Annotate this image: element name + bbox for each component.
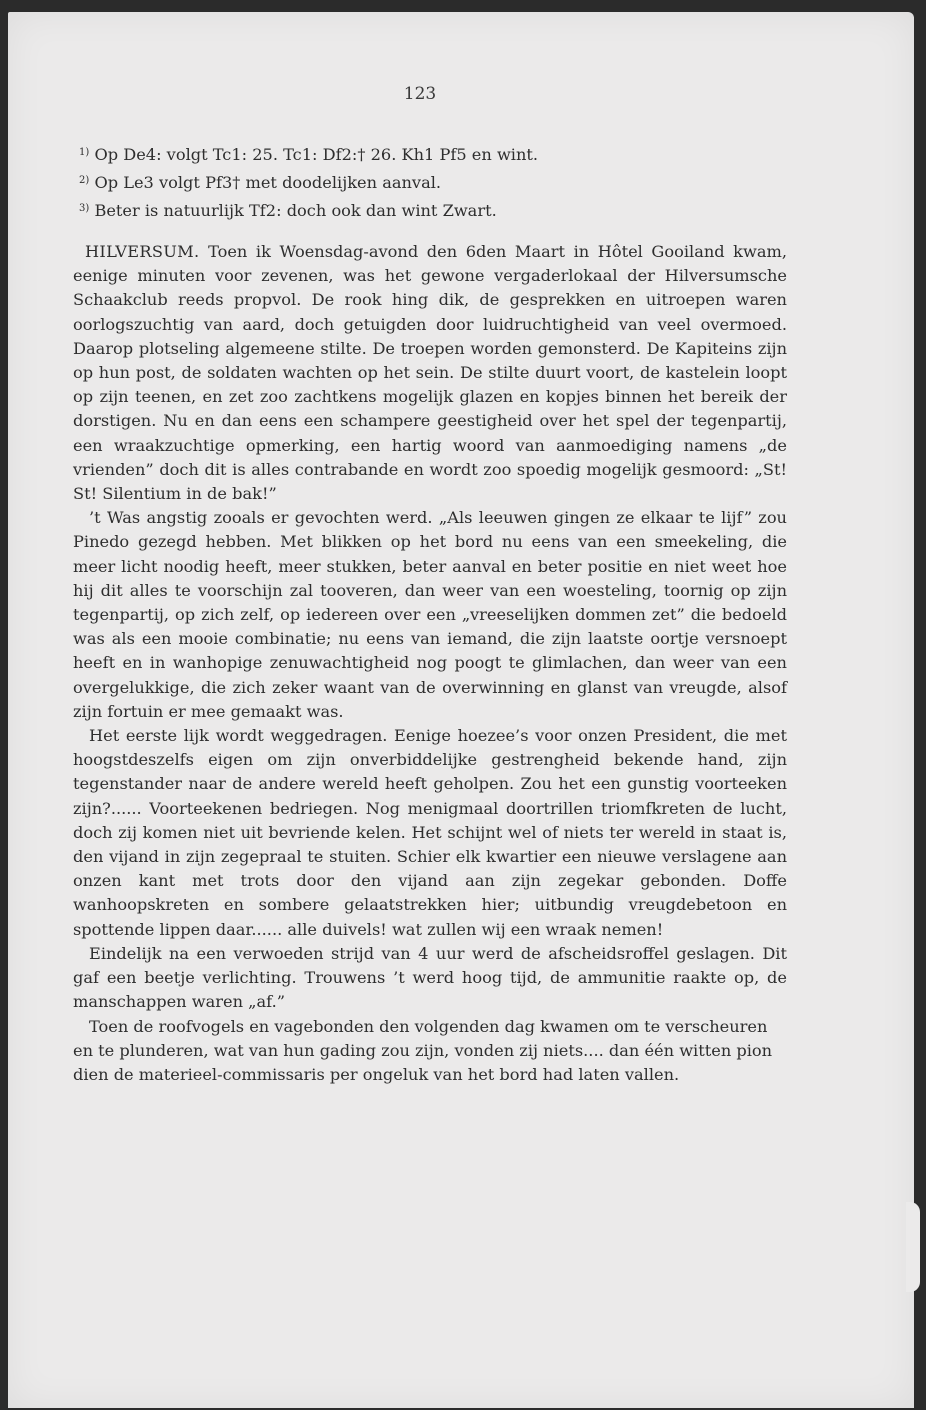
paragraph-text: Toen ik Woensdag-avond den 6den Maart in Hôtel Gooiland kwam, eenige minuten voor zevenen, was het gewone vergaderlokaal der Hilversumsche Schaakclub reeds propvol. De rook hing dik, de gesprekken en uitroepen waren oorlogszuchtig van aard, doch getuigden door luidruchtigheid van veel overmoed. Daarop plotseling algemeene stilte. De troepen worden gemonsterd. De Kapiteins zijn op hun post, de soldaten wachten op het sein. De stilte duurt voort, de kastelein loopt op zijn teenen, en zet zoo zachtkens mogelijk glazen en kopjes binnen het bereik der dorstigen. Nu en dan eens een schampere geestigheid over het spel der tegenpartij, een wraakzuchtige opmerking, een hartig woord van aanmoediging namens „de vrienden” doch dit is alles contrabande en wordt zoo spoedig mogelijk gesmoord: „St! St! Silentium in de bak!” <box>73 242 787 504</box>
footnote-text: Beter is natuurlijk Tf2: doch ook dan wint Zwart. <box>94 201 497 220</box>
footnotes <box>73 140 787 224</box>
footnote-text: Op Le3 volgt Pf3† met doodelijken aanval. <box>94 173 442 192</box>
footnote: $^{2)}$ Op Le3 volgt Pf3† met doodelijken aanval. <box>79 173 442 192</box>
paragraph: Het eerste lijk wordt weggedragen. Eenige hoezee’s voor onzen President, die met hoogstdeszelfs eigen om zijn onverbiddelijke gestrengheid bekende hand, zijn tegenstander naar de andere wereld heeft geholpen. Zou het een gunstig voorteeken zijn?...... Voorteekenen bedriegen. Nog menigmaal doortrillen triomfkreten de lucht, doch zij komen niet uit bevriende kelen. Het schijnt wel of niets ter wereld in staat is, den vijand in zijn zegepraal te stuiten. Schier elk kwartier een nieuwe verslagene aan onzen kant met trots door den vijand aan zijn zegekar gebonden. Doffe wanhoopskreten en sombere gelaatstrekken hier; uitbundig vreugdebetoon en spottende lippen daar...... alle duivels! wat zullen wij een wraak nemen! <box>73 726 787 939</box>
paragraph: ’t Was angstig zooals er gevochten werd. „Als leeuwen gingen ze elkaar te lijf” zou Pinedo gezegd hebben. Met blikken op het bord nu eens van een smeekeling, die meer licht noodig heeft, meer stukken, beter aanval en beter positie en niet weet hoe hij dit alles te voorschijn zal tooveren, dan weer van een woesteling, toornig op zijn tegenpartij, op zich zelf, op iedereen over een „vreeselijken dommen zet” die bedoeld was als een mooie combinatie; nu eens van iemand, die zijn laatste oortje versnoept heeft en in wanhopige zenuwachtigheid nog poogt te glimlachen, dan weer van een overgelukkige, die zich zeker waant van de overwinning en glanst van vreugde, alsof zijn fortuin er mee gemaakt was. <box>73 508 787 721</box>
footnote-text: Op De4: volgt Tc1: 25. Tc1: Df2:† 26. Kh1 Pf5 en wint. <box>94 145 539 164</box>
paragraph: Eindelijk na een verwoeden strijd van 4 uur werd de afscheidsroffel geslagen. Dit gaf een beetje verlichting. Trouwens ’t werd hoog tijd, de ammunitie raakte op, de manschappen waren „af.” <box>73 943 787 1012</box>
page-edge <box>906 1202 920 1292</box>
footnote: $^{3)}$ Beter is natuurlijk Tf2: doch ook dan wint Zwart. <box>79 201 497 220</box>
page-number: 123 <box>403 84 437 104</box>
footnote-mark: 3 <box>79 203 86 214</box>
footnote: $^{1)}$ Op De4: volgt Tc1: 25. Tc1: Df2:† 26. Kh1 Pf5 en wint. <box>79 145 539 164</box>
place-heading: HILVERSUM. <box>85 242 200 261</box>
footnote-mark: 1 <box>79 147 86 158</box>
page-content <box>73 140 787 1087</box>
paragraph: Toen de roofvogels en vagebonden den volgenden dag kwamen om te verscheuren en te plunderen, wat van hun gading zou zijn, vonden zij niets.... dan één witten pion dien de materieel-commissaris per ongeluk van het bord had laten vallen. <box>73 1016 773 1084</box>
paragraph <box>73 240 787 506</box>
footnote-mark: 2 <box>79 175 86 186</box>
